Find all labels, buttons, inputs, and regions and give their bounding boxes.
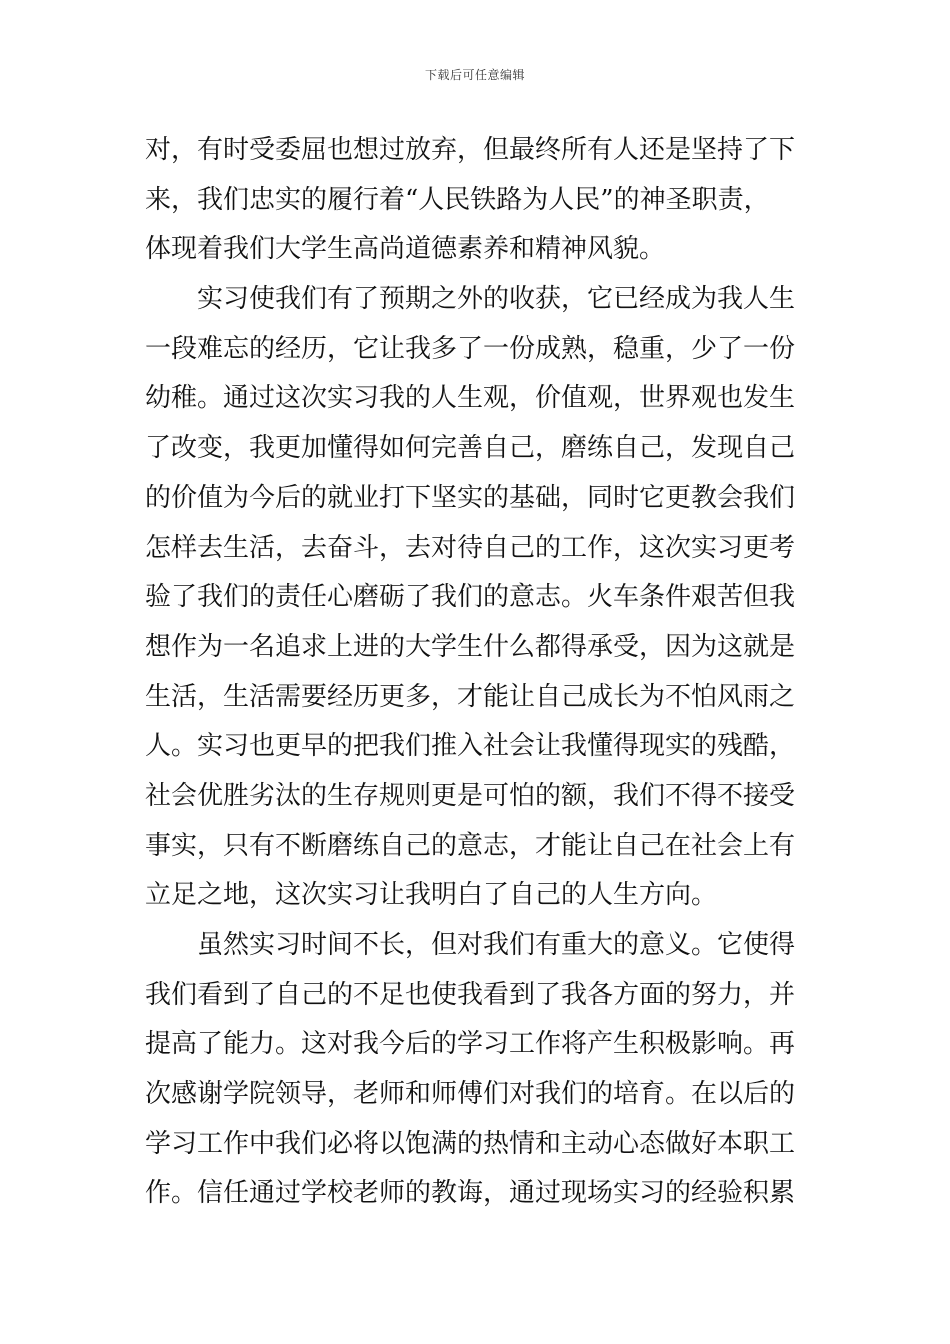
text-line: 提高了能力。这对我今后的学习工作将产生积极影响。再 — [145, 1029, 796, 1060]
text-line: 人。实习也更早的把我们推入社会让我懂得现实的残酷， — [145, 731, 796, 762]
text-line: 事实，只有不断磨练自己的意志，才能让自己在社会上有 — [145, 830, 796, 861]
text-line: 虽然实习时间不长，但对我们有重大的意义。它使得 — [197, 930, 796, 960]
text-line: 立足之地，这次实习让我明白了自己的人生方向。 — [145, 880, 718, 911]
text-line: 验了我们的责任心磨砺了我们的意志。火车条件艰苦但我 — [145, 582, 796, 613]
text-line: 我们看到了自己的不足也使我看到了我各方面的努力，并 — [145, 979, 796, 1010]
text-line: 体现着我们大学生高尚道德素养和精神风貌。 — [145, 234, 666, 265]
document-body — [145, 126, 810, 1219]
text-line: 次感谢学院领导，老师和师傅们对我们的培育。在以后的 — [145, 1079, 796, 1110]
text-line: 社会优胜劣汰的生存规则更是可怕的额，我们不得不接受 — [145, 780, 796, 811]
text-line: 生活，生活需要经历更多，才能让自己成长为不怕风雨之 — [145, 681, 796, 712]
text-line: 实习使我们有了预期之外的收获，它已经成为我人生 — [197, 284, 796, 315]
text-line: 来，我们忠实的履行着“人民铁路为人民”的神圣职责， — [145, 184, 770, 215]
text-line: 对，有时受委屈也想过放弃，但最终所有人还是坚持了下 — [145, 135, 796, 165]
text-line: 幼稚。通过这次实习我的人生观，价值观，世界观也发生 — [145, 383, 796, 414]
text-line: 怎样去生活，去奋斗，去对待自己的工作，这次实习更考 — [145, 532, 796, 563]
text-line: 学习工作中我们必将以饱满的热情和主动心态做好本职工 — [145, 1128, 796, 1159]
text-line: 的价值为今后的就业打下坚实的基础，同时它更教会我们 — [145, 482, 796, 513]
page-header: 下载后可任意编辑 — [424, 68, 525, 82]
text-line: 想作为一名追求上进的大学生什么都得承受，因为这就是 — [145, 631, 796, 662]
text-line: 一段难忘的经历，它让我多了一份成熟，稳重，少了一份 — [145, 333, 796, 364]
text-line: 了改变，我更加懂得如何完善自己，磨练自己，发现自己 — [145, 433, 796, 464]
text-line: 作。信任通过学校老师的教诲，通过现场实习的经验积累 — [145, 1178, 796, 1209]
